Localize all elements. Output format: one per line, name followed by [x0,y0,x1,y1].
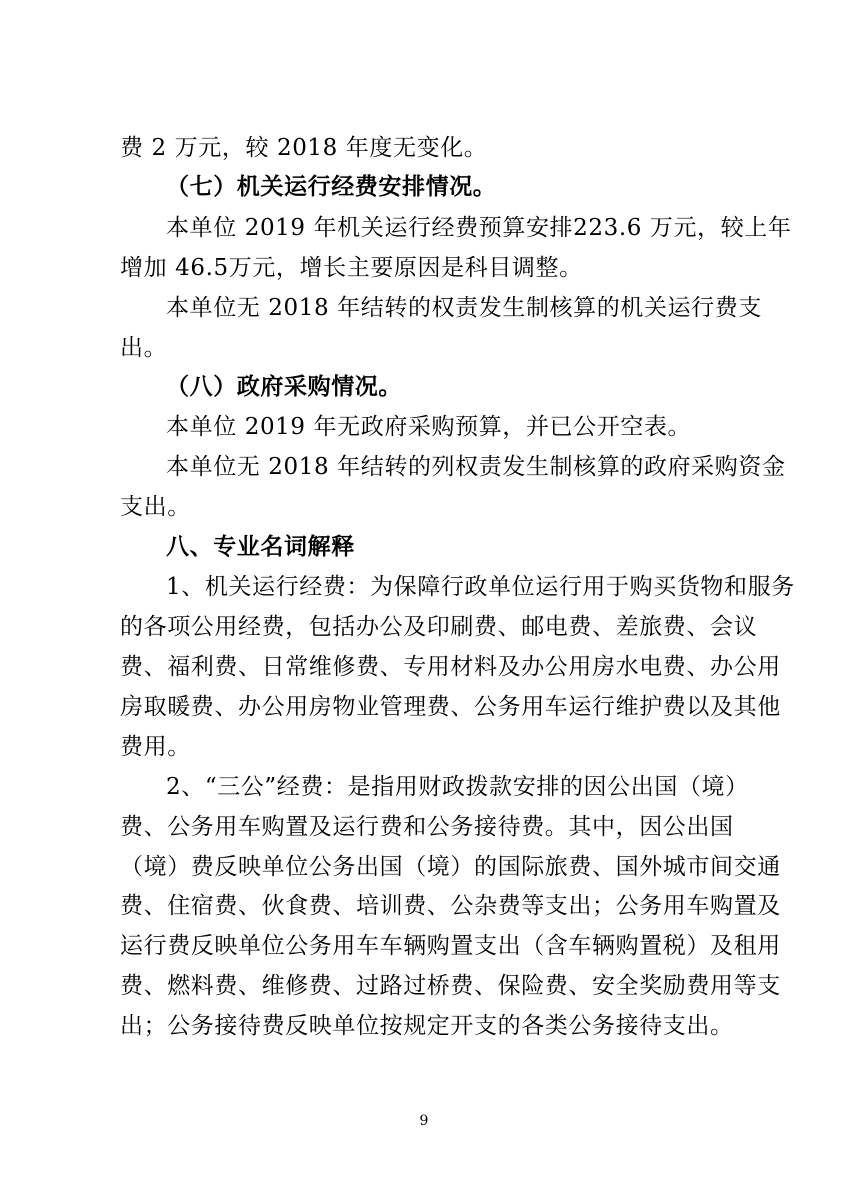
chapter-heading-terms: 八、专业名词解释 [166,533,355,560]
paragraph-line: 出；公务接待费反映单位按规定开支的各类公务接待支出。 [120,1013,734,1039]
paragraph-line: 增加 46.5万元，增长主要原因是科目调整。 [120,255,583,281]
paragraph-line: 费用。 [120,734,191,760]
paragraph-line: 支出。 [120,494,191,520]
section-heading-seven: （七）机关运行经费安排情况。 [166,173,497,200]
paragraph-line: （境）费反映单位公务出国（境）的国际旅费、国外城市间交通 [120,854,781,880]
paragraph-line: 本单位 2019 年机关运行经费预算安排223.6 万元，较上年 [166,215,792,241]
paragraph-line: 房取暖费、办公用房物业管理费、公务用车运行维护费以及其他 [120,694,781,720]
page-number: 9 [419,1113,429,1129]
paragraph-line: 本单位无 2018 年结转的权责发生制核算的机关运行费支 [166,295,762,321]
section-heading-eight: （八）政府采购情况。 [166,373,402,400]
paragraph-line: 费、燃料费、维修费、过路过桥费、保险费、安全奖励费用等支 [120,973,781,999]
paragraph-line: 1、机关运行经费：为保障行政单位运行用于购买货物和服务 [166,574,795,600]
paragraph-line: 2、“三公”经费：是指用财政拨款安排的因公出国（境） [166,774,749,800]
paragraph-line: 费、公务用车购置及运行费和公务接待费。其中，因公出国 [120,814,734,840]
paragraph-line: 出。 [120,335,168,361]
paragraph-line: 费、住宿费、伙食费、培训费、公杂费等支出；公务用车购置及 [120,893,781,919]
paragraph-line: 的各项公用经费，包括办公及印刷费、邮电费、差旅费、会议 [120,614,758,640]
paragraph-line: 本单位 2019 年无政府采购预算，并已公开空表。 [166,414,692,440]
paragraph-line: 费 2 万元，较 2018 年度无变化。 [120,135,488,161]
paragraph-line: 费、福利费、日常维修费、专用材料及办公用房水电费、办公用 [120,654,781,680]
paragraph-line: 本单位无 2018 年结转的列权责发生制核算的政府采购资金 [166,454,786,480]
paragraph-line: 运行费反映单位公务用车车辆购置支出（含车辆购置税）及租用 [120,933,781,959]
